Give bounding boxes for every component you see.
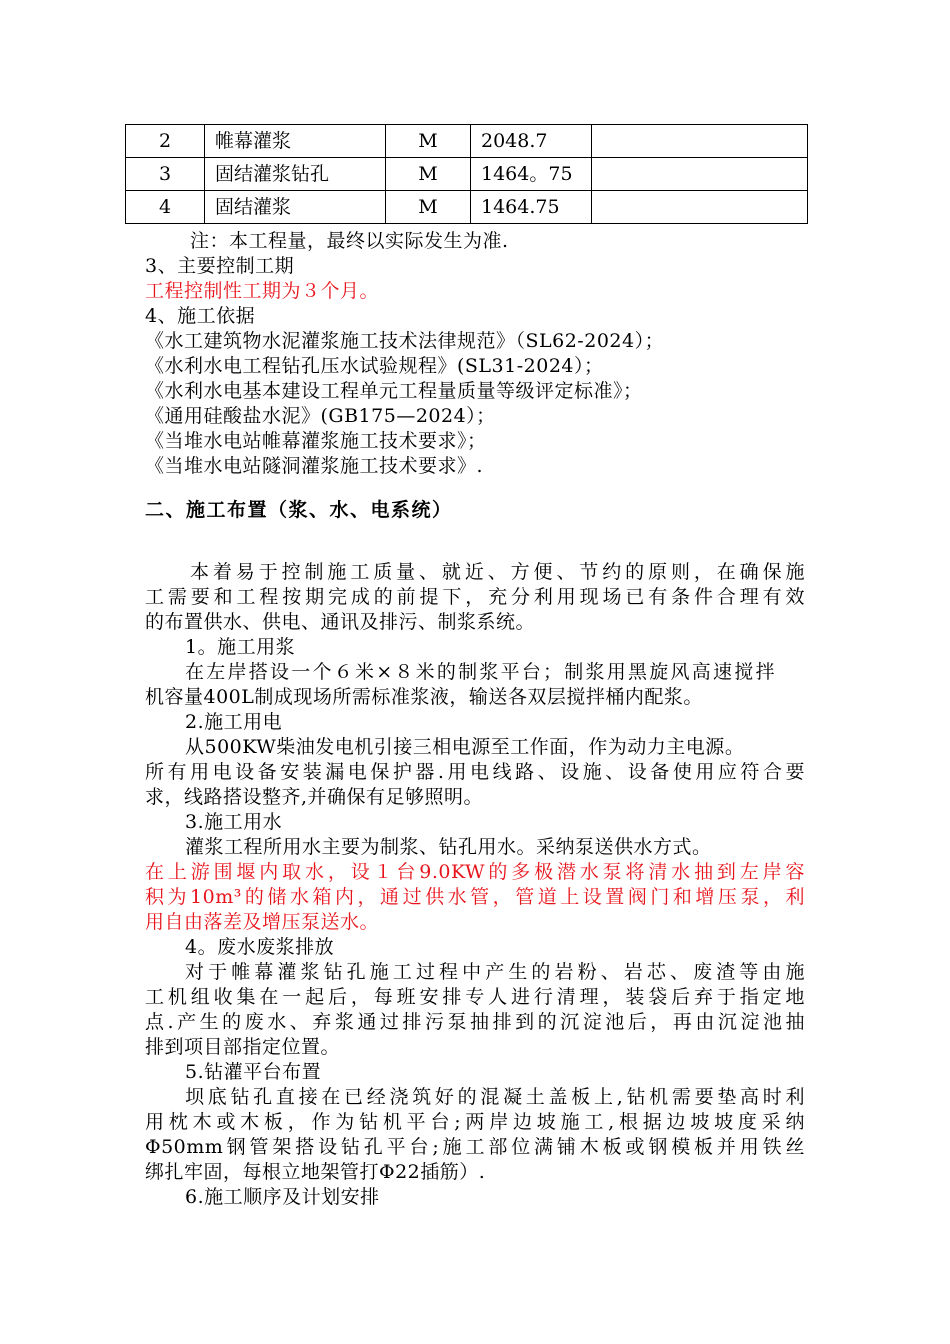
subsection-title: 3.施工用水 [185, 811, 283, 833]
subsection-title: 4。废水废浆排放 [185, 936, 335, 958]
paragraph-line: 从500KW柴油发电机引接三相电源至工作面，作为动力主电源。 [185, 736, 745, 758]
paragraph-line: 对于帷幕灌浆钻孔施工过程中产生的岩粉、岩芯、废渣等由施 [185, 961, 805, 983]
item-name: 帷幕灌浆 [205, 125, 386, 158]
subsection-title: 6.施工顺序及计划安排 [185, 1186, 380, 1208]
item-note [592, 125, 808, 158]
table-note: 注：本工程量，最终以实际发生为准. [190, 230, 509, 252]
item-quantity: 1464。75 [471, 158, 592, 191]
subsection-title: 5.钻灌平台布置 [185, 1061, 322, 1083]
paragraph-line: 所有用电设备安装漏电保护器.用电线路、设施、设备使用应符合要 [145, 761, 805, 783]
table-row [126, 191, 808, 224]
paragraph-line: Φ50mm钢管架搭设钻孔平台;施工部位满铺木板或钢模板并用铁丝 [145, 1136, 805, 1158]
paragraph-line: 求，线路搭设整齐,并确保有足够照明。 [145, 786, 484, 808]
paragraph-line: 在左岸搭设一个６米×８米的制浆平台；制浆用黑旋风高速搅拌 [185, 661, 775, 683]
item-quantity: 1464.75 [471, 191, 592, 224]
paragraph-line: 灌浆工程所用水主要为制浆、钻孔用水。采纳泵送供水方式。 [185, 836, 712, 858]
quantity-table [125, 124, 808, 224]
subsection-title: 1。施工用浆 [185, 636, 296, 658]
item-name: 固结灌浆 [205, 191, 386, 224]
paragraph-line: 的布置供水、供电、通讯及排污、制浆系统。 [145, 611, 536, 633]
paragraph-line-highlight: 积为10m³的储水箱内，通过供水管，管道上设置阀门和增压泵，利 [145, 886, 805, 908]
reference-item: 《水利水电基本建设工程单元工程量质量等级评定标准》； [145, 380, 643, 402]
subsection-title: 2.施工用电 [185, 711, 283, 733]
item-name: 固结灌浆钻孔 [205, 158, 386, 191]
reference-item: 《当堆水电站帷幕灌浆施工技术要求》； [145, 430, 487, 452]
paragraph-line: 机容量400L制成现场所需标准浆液，输送各双层搅拌桶内配浆。 [145, 686, 703, 708]
chapter-heading: 二、施工布置（浆、水、电系统） [145, 499, 453, 521]
paragraph-line: 坝底钻孔直接在已经浇筑好的混凝土盖板上,钻机需要垫高时利 [185, 1086, 805, 1108]
section-title: 3、主要控制工期 [145, 255, 295, 277]
reference-item: 《水利水电工程钻孔压水试验规程》(SL31-2024）； [145, 355, 604, 377]
table-row [126, 125, 808, 158]
section-title: 4、施工依据 [145, 305, 256, 327]
item-unit: M [386, 191, 471, 224]
paragraph-line: 排到项目部指定位置。 [145, 1036, 341, 1058]
table-row [126, 158, 808, 191]
item-note [592, 158, 808, 191]
row-number: 4 [126, 191, 205, 224]
row-number: 2 [126, 125, 205, 158]
schedule-text: 工程控制性工期为３个月。 [145, 280, 380, 302]
paragraph-line-highlight: 在上游围堰内取水，设１台9.0KW的多极潜水泵将清水抽到左岸容 [145, 861, 805, 883]
row-number: 3 [126, 158, 205, 191]
item-quantity: 2048.7 [471, 125, 592, 158]
reference-item: 《当堆水电站隧洞灌浆施工技术要求》. [145, 455, 484, 477]
paragraph-line: 绑扎牢固，每根立地架管打Φ22插筋）. [145, 1161, 486, 1183]
paragraph-line: 工机组收集在一起后，每班安排专人进行清理，装袋后弃于指定地 [145, 986, 805, 1008]
paragraph-line: 点.产生的废水、弃浆通过排污泵抽排到的沉淀池后，再由沉淀池抽 [145, 1011, 805, 1033]
paragraph-line: 用枕木或木板，作为钻机平台;两岸边坡施工,根据边坡坡度采纳 [145, 1111, 805, 1133]
paragraph-line: 工需要和工程按期完成的前提下，充分利用现场已有条件合理有效 [145, 586, 805, 608]
paragraph-line-highlight: 用自由落差及增压泵送水。 [145, 911, 380, 933]
item-note [592, 191, 808, 224]
reference-item: 《水工建筑物水泥灌浆施工技术法律规范》（SL62-2024）； [145, 330, 665, 352]
item-unit: M [386, 125, 471, 158]
paragraph-line: 本着易于控制施工质量、就近、方便、节约的原则，在确保施 [190, 561, 805, 583]
item-unit: M [386, 158, 471, 191]
reference-item: 《通用硅酸盐水泥》(GB175—2024）； [145, 405, 496, 427]
